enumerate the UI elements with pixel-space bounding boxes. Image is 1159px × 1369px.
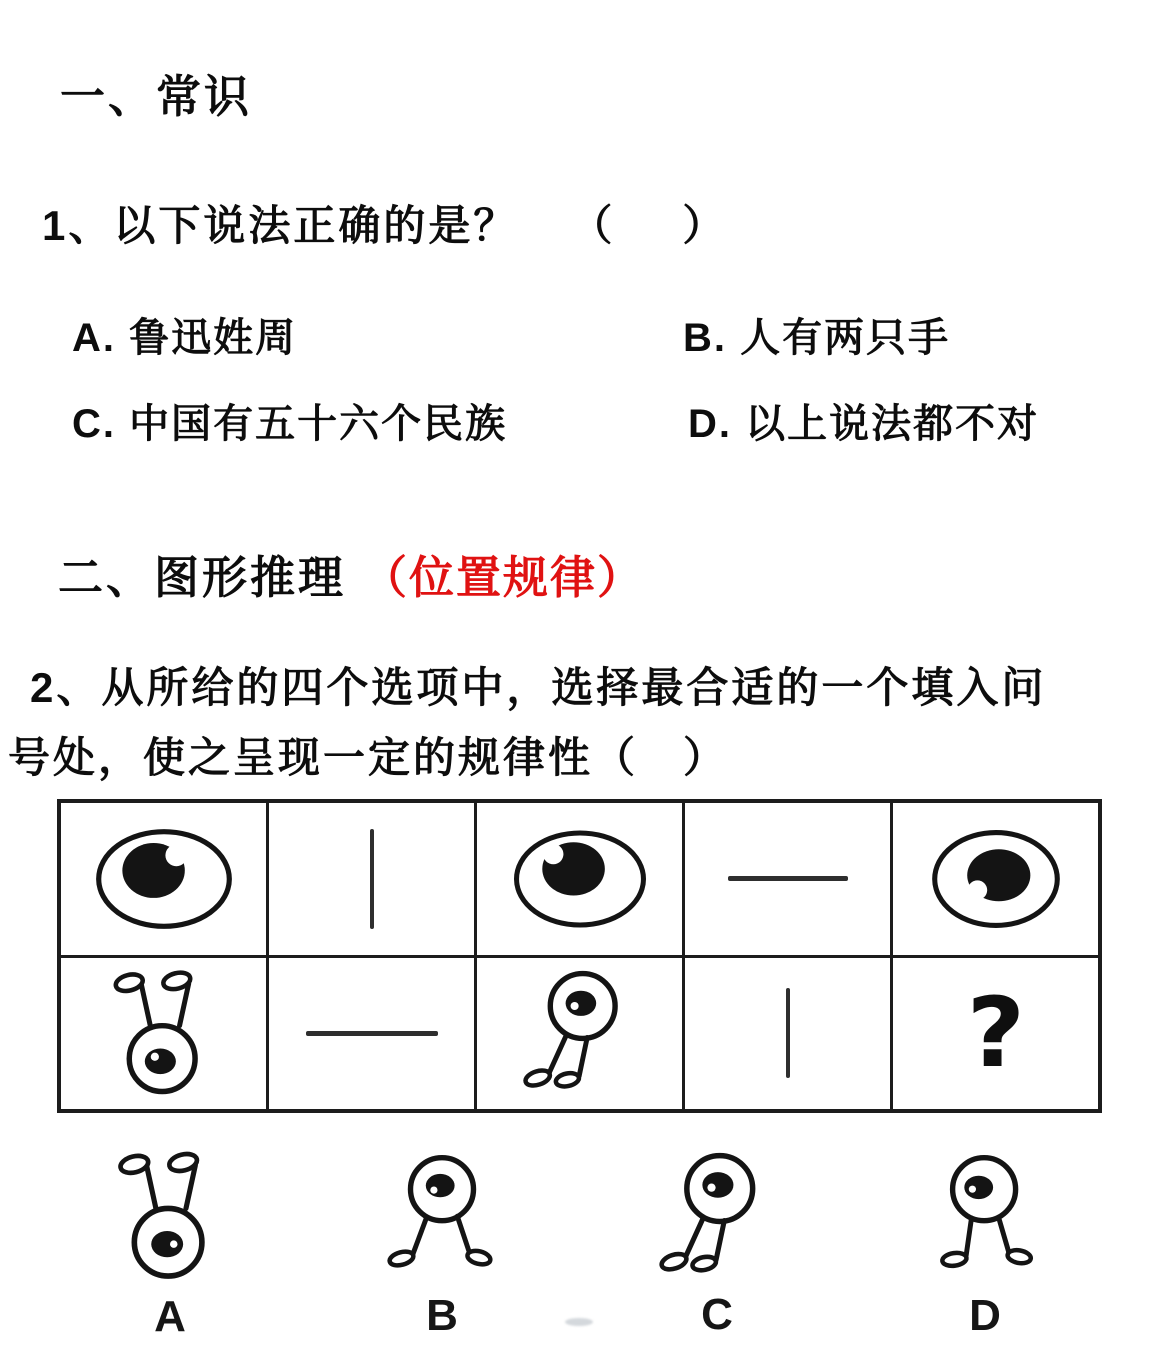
q1-option-d-label: D. (688, 402, 732, 446)
question1-text: 1、以下说法正确的是？ (42, 202, 519, 249)
option-a-label: A (154, 1292, 186, 1341)
q1-option-d-text: 以上说法都不对 (745, 402, 1040, 446)
grid-cell-r2c1 (61, 958, 266, 1110)
option-d-label: D (969, 1291, 1001, 1340)
horizontal-line (306, 1031, 438, 1036)
q1-option-b (683, 306, 950, 363)
eye-creature-legs-down-left-icon (521, 970, 639, 1096)
q1-option-c-text: 中国有五十六个民族 (129, 402, 508, 446)
answer-option-b (377, 1155, 507, 1341)
question1-answer-blank: （ ） (570, 202, 739, 249)
option-d-eye-creature-legs-down-icon (925, 1155, 1045, 1281)
option-c-label: C (701, 1290, 733, 1339)
eye-creature-antennae-up-icon (103, 969, 225, 1097)
option-a-eye-creature-antennae-up-icon (109, 1150, 231, 1282)
grid-cell-r2c2 (269, 958, 474, 1110)
big-eye-highlight-top-right-icon (93, 826, 235, 932)
answer-option-c (652, 1152, 782, 1340)
question-mark: ? (966, 977, 1025, 1090)
question2-line2: 号处，使之呈现一定的规律性（ ） (8, 734, 729, 781)
grid-cell-r1c3 (477, 803, 682, 955)
answer-option-a (105, 1150, 235, 1342)
section2-heading-red: （位置规律） (362, 552, 645, 603)
grid-cell-r1c2 (269, 803, 474, 955)
q1-option-c-label: C. (72, 402, 116, 446)
question1-line (42, 193, 738, 253)
q1-option-b-text: 人有两只手 (740, 316, 951, 360)
option-b-eye-creature-legs-splayed-icon (382, 1155, 502, 1281)
q1-option-d (688, 392, 1039, 449)
q1-option-c (72, 392, 507, 449)
scan-smudge-artifact (565, 1318, 593, 1326)
q1-option-a (72, 306, 297, 363)
big-eye-highlight-top-left-icon (511, 827, 649, 931)
grid-cell-r2c4 (685, 958, 890, 1110)
q1-option-a-label: A. (72, 316, 116, 360)
grid-cell-r1c5 (893, 803, 1098, 955)
q1-option-b-label: B. (683, 316, 727, 360)
section2-heading-black: 二、图形推理 (58, 552, 347, 603)
horizontal-line (728, 876, 848, 881)
grid-cell-r2c3 (477, 958, 682, 1110)
grid-cell-r1c1 (61, 803, 266, 955)
section2-heading (58, 541, 644, 606)
answer-option-d (920, 1155, 1050, 1341)
vertical-line (370, 829, 374, 929)
option-c-eye-creature-legs-down-left-icon (657, 1152, 777, 1280)
big-eye-highlight-bottom-left-icon (926, 827, 1066, 931)
grid-cell-r1c4 (685, 803, 890, 955)
grid-cell-r2c5 (893, 958, 1098, 1110)
q1-option-a-text: 鲁迅姓周 (129, 316, 298, 360)
puzzle-grid (57, 799, 1102, 1113)
question2-line1: 2、从所给的四个选项中，选择最合适的一个填入问 (30, 664, 1047, 711)
section1-heading: 一、常识 (60, 71, 253, 122)
vertical-line (786, 988, 790, 1078)
option-b-label: B (426, 1291, 458, 1340)
